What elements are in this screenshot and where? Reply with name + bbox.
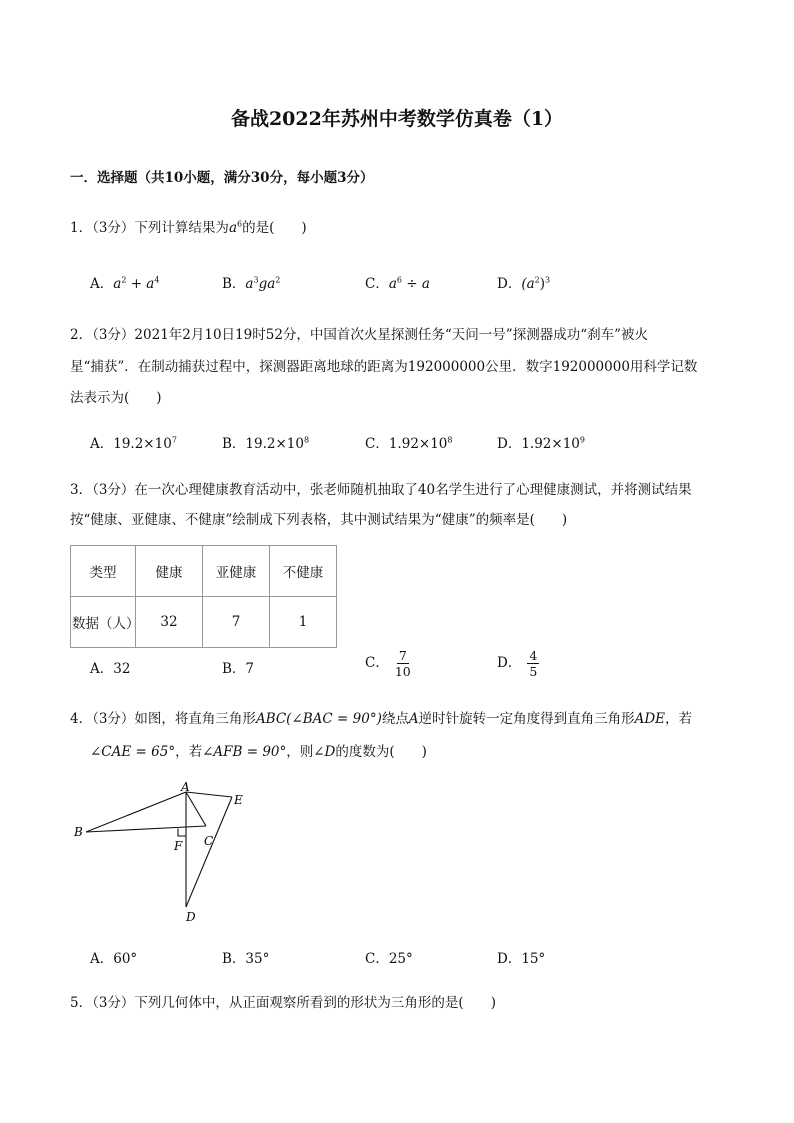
q1-opt-a-label: A． bbox=[90, 276, 114, 292]
q1-option-b[interactable] bbox=[222, 272, 280, 292]
label-b: B bbox=[74, 825, 83, 839]
q3-option-c[interactable] bbox=[365, 648, 411, 679]
q2-opt-d-exp: 9 bbox=[579, 435, 585, 445]
q5-stem: 5．（3分）下列几何体中，从正面观察所看到的形状为三角形的是( ) bbox=[70, 995, 496, 1011]
segment-AC bbox=[186, 792, 206, 826]
q2-opt-b-exp: 8 bbox=[303, 435, 310, 445]
q4-triangle-figure bbox=[70, 775, 260, 925]
segment-BC bbox=[86, 826, 206, 832]
q4-line-1 bbox=[70, 707, 692, 727]
q1-opt-c-t2: ÷ a bbox=[402, 276, 430, 292]
q2-line-2: 星“捕获”．在制动捕获过程中，探测器距离地球的距离为192000000公里．数字192000000用科学记数 bbox=[70, 359, 698, 375]
q1-stem-a: 1．（3分）下列计算结果为 bbox=[70, 220, 229, 236]
table-header-cell: 不健康 bbox=[270, 546, 337, 597]
q1-opt-d-t1: (a bbox=[521, 276, 535, 292]
q1-opt-a-e1: 2 bbox=[121, 275, 127, 285]
q1-option-d[interactable] bbox=[497, 272, 550, 292]
q4-line2-b: ，则 bbox=[286, 744, 314, 760]
q4-line1-b: 绕点 bbox=[381, 711, 409, 727]
q1-stem-b: 的是( ) bbox=[242, 220, 307, 236]
page-title: 备战2022年苏州中考数学仿真卷（1） bbox=[230, 108, 564, 130]
q1-opt-a-t2: + a bbox=[126, 276, 155, 292]
q1-opt-b-t2: ga bbox=[258, 276, 276, 292]
q4-line1-math: ABC(∠BAC = 90°) bbox=[255, 711, 382, 727]
q4-option-d[interactable] bbox=[497, 947, 545, 967]
segment-ED bbox=[186, 797, 232, 907]
q3-option-a[interactable] bbox=[90, 657, 130, 677]
q4-line1-c: 逆时针旋转一定角度得到直角三角形 bbox=[418, 711, 635, 727]
table-row bbox=[71, 597, 337, 648]
q2-opt-c-label: C． bbox=[365, 436, 389, 452]
q3-opt-a-label: A． bbox=[90, 661, 114, 677]
q1-exp: 6 bbox=[237, 219, 243, 229]
q3-opt-b-text: 7 bbox=[245, 661, 255, 677]
q3-opt-a-text: 32 bbox=[113, 661, 131, 677]
q2-opt-c-exp: 8 bbox=[447, 435, 453, 445]
fraction-numerator: 4 bbox=[529, 648, 538, 663]
q2-opt-a-label: A． bbox=[90, 436, 114, 452]
q1-opt-c-t1: a bbox=[388, 276, 397, 292]
q4-opt-b-label: B． bbox=[222, 951, 246, 967]
q1-opt-a-t1: a bbox=[113, 276, 122, 292]
q3-opt-d-label: D． bbox=[497, 655, 522, 671]
q2-opt-a-exp: 7 bbox=[171, 435, 177, 445]
q2-opt-c-base: 1.92×10 bbox=[388, 436, 448, 452]
q2-option-a[interactable] bbox=[90, 432, 177, 452]
q4-opt-c-text: 25° bbox=[388, 951, 413, 967]
q1-opt-c-label: C． bbox=[365, 276, 389, 292]
label-c: C bbox=[204, 834, 214, 848]
q4-line1-var: A bbox=[408, 711, 419, 727]
q4-line2-math1: ∠CAE = 65° bbox=[90, 744, 176, 760]
right-angle-mark bbox=[178, 829, 186, 837]
q2-line-3: 法表示为( ) bbox=[70, 390, 162, 406]
q2-option-d[interactable] bbox=[497, 432, 585, 452]
q4-option-b[interactable] bbox=[222, 947, 269, 967]
q3-line-1: 3．（3分）在一次心理健康教育活动中，张老师随机抽取了40名学生进行了心理健康测试，并将测试结果 bbox=[70, 482, 692, 498]
q4-line2-a: ，若 bbox=[175, 744, 203, 760]
q1-opt-d-label: D． bbox=[497, 276, 522, 292]
label-f: F bbox=[174, 839, 183, 853]
q4-opt-c-label: C． bbox=[365, 951, 389, 967]
table-cell: 1 bbox=[270, 597, 337, 648]
q2-line-1: 2．（3分）2021年2月10日19时52分，中国首次火星探测任务“天问一号”探测器成功“刹车”被火 bbox=[70, 327, 649, 343]
q4-line2-c: 的度数为( ) bbox=[335, 744, 427, 760]
q4-line1-math2: ADE bbox=[634, 711, 666, 727]
q3-option-b[interactable] bbox=[222, 657, 254, 677]
q1-opt-b-t1: a bbox=[245, 276, 254, 292]
table-header-cell: 亚健康 bbox=[203, 546, 270, 597]
fraction-denominator: 10 bbox=[394, 664, 411, 679]
q1-option-a[interactable] bbox=[90, 272, 159, 292]
q4-line2-math2: ∠AFB = 90° bbox=[202, 744, 287, 760]
q2-opt-d-label: D． bbox=[497, 436, 522, 452]
q3-opt-b-label: B． bbox=[222, 661, 246, 677]
q3-opt-c-label: C． bbox=[365, 655, 389, 671]
label-a: A bbox=[181, 780, 190, 794]
question-1-stem bbox=[70, 216, 307, 236]
q3-data-table bbox=[70, 545, 337, 648]
q2-option-c[interactable] bbox=[365, 432, 453, 452]
q3-option-d[interactable] bbox=[497, 648, 539, 679]
q4-option-c[interactable] bbox=[365, 947, 413, 967]
section-heading: 一．选择题（共10小题，满分30分，每小题3分） bbox=[70, 170, 374, 186]
q2-opt-a-base: 19.2×10 bbox=[113, 436, 172, 452]
q4-line1-d: ，若 bbox=[665, 711, 693, 727]
segment-AE bbox=[186, 792, 232, 797]
q3-line-2: 按“健康、亚健康、不健康”绘制成下列表格，其中测试结果为“健康”的频率是( ) bbox=[70, 512, 568, 528]
q4-opt-d-label: D． bbox=[497, 951, 522, 967]
label-e: E bbox=[234, 793, 243, 807]
label-d: D bbox=[186, 910, 196, 924]
q4-line1-a: 4．（3分）如图，将直角三角形 bbox=[70, 711, 256, 727]
q1-opt-b-e1: 3 bbox=[253, 275, 259, 285]
q3-opt-c-fraction bbox=[395, 648, 411, 679]
q4-opt-a-label: A． bbox=[90, 951, 114, 967]
table-header-cell: 健康 bbox=[136, 546, 203, 597]
q4-opt-d-text: 15° bbox=[521, 951, 546, 967]
q1-var: a bbox=[228, 220, 237, 236]
table-header-row bbox=[71, 546, 337, 597]
q2-option-b[interactable] bbox=[222, 432, 309, 452]
q4-option-a[interactable] bbox=[90, 947, 137, 967]
q1-opt-d-t2: ) bbox=[539, 276, 546, 292]
q1-opt-d-e2: 3 bbox=[545, 275, 551, 285]
q1-opt-b-label: B． bbox=[222, 276, 246, 292]
q3-opt-d-fraction bbox=[527, 648, 539, 679]
q4-line2-math3: ∠D bbox=[313, 744, 336, 760]
q4-opt-b-text: 35° bbox=[245, 951, 270, 967]
table-cell: 32 bbox=[136, 597, 203, 648]
fraction-numerator: 7 bbox=[398, 648, 407, 663]
q4-line-2 bbox=[90, 740, 427, 760]
q2-opt-b-base: 19.2×10 bbox=[245, 436, 304, 452]
q1-opt-c-e1: 6 bbox=[396, 275, 402, 285]
q1-opt-d-e1: 2 bbox=[534, 275, 540, 285]
q2-opt-b-label: B． bbox=[222, 436, 246, 452]
table-cell: 7 bbox=[203, 597, 270, 648]
q4-opt-a-text: 60° bbox=[113, 951, 138, 967]
q1-opt-a-e2: 4 bbox=[154, 275, 160, 285]
segment-BA bbox=[86, 792, 186, 832]
q2-opt-d-base: 1.92×10 bbox=[521, 436, 580, 452]
table-header-cell: 类型 bbox=[71, 546, 136, 597]
table-cell: 数据（人） bbox=[71, 597, 136, 648]
q1-option-c[interactable] bbox=[365, 272, 430, 292]
q1-opt-b-e2: 2 bbox=[275, 275, 281, 285]
fraction-denominator: 5 bbox=[529, 664, 538, 679]
